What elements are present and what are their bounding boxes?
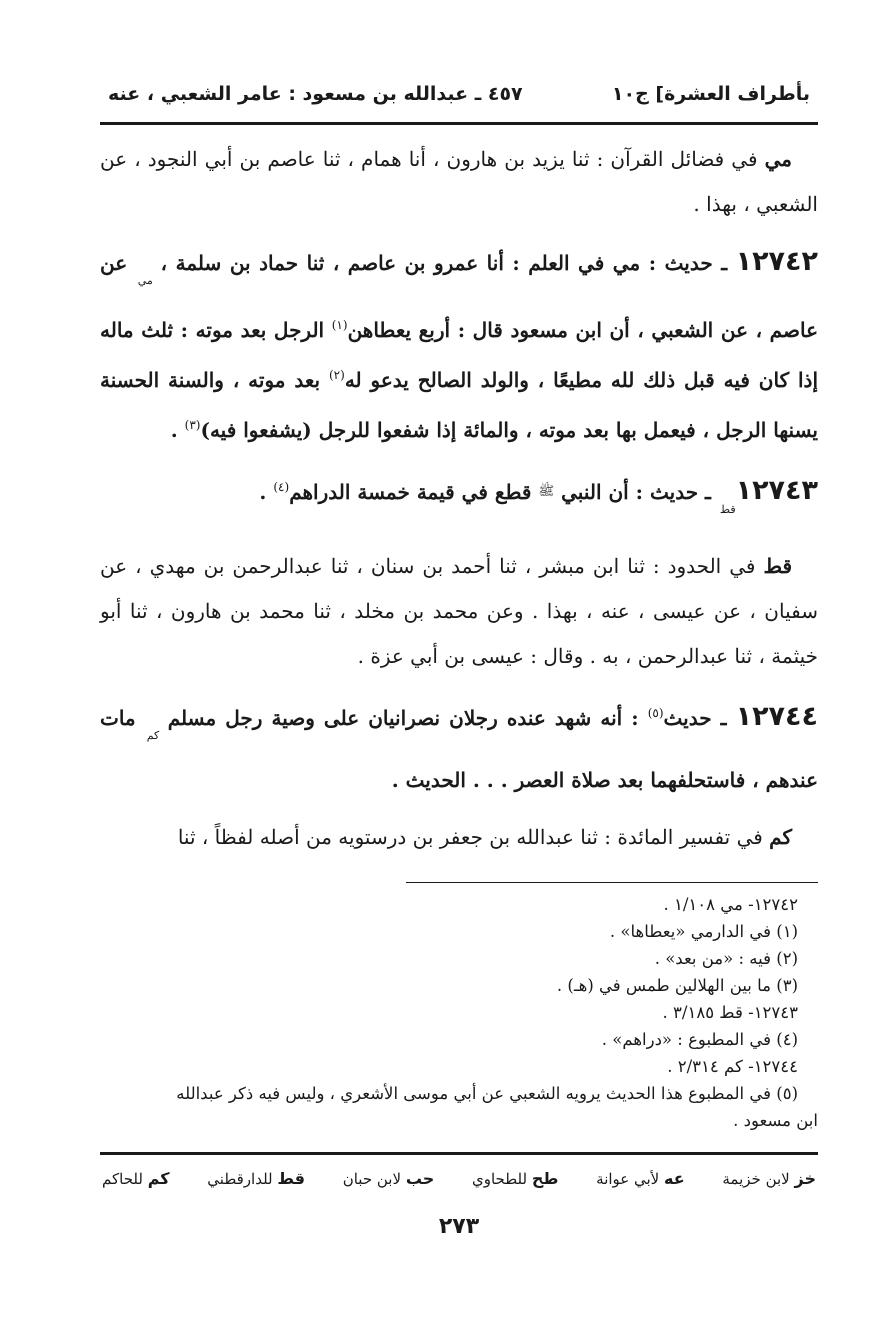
footnote-continuation: ابن مسعود . [733,1111,818,1130]
footnote-rule [406,882,818,883]
margin-siglum: كم [146,729,160,742]
page-number: ٢٧٣ [438,1214,480,1239]
header-volume: بأطراف العشرة] ج١٠ [611,83,810,105]
source-siglum: كم [769,825,792,849]
abbr-item: كم للحاكم [102,1169,170,1188]
footnote: (٥) في المطبوع هذا الحديث يرويه الشعبي عن أبي موسى الأشعري ، وليس فيه ذكر عبدالله [176,1084,798,1103]
footnote-ref: (٤) [273,480,290,494]
hadith-number: ١٢٧٤٢ [735,246,818,277]
source-paragraph-1 [100,137,818,227]
running-header [100,70,818,118]
source-siglum: مي [764,147,792,171]
footnote: ١٢٧٤٣- قط ٣/١٨٥ . [662,1003,798,1022]
hadith-12744: ١٢٧٤٤ ـ حديث$^{(٥)}$ : أنه شهد عنده رجلان نصرانيان على وصية رجل مسلم $_{كم}$ مات عندهم ، فاستحلفهما بعد صلاة العصر . . . الحديث . [100,701,818,792]
abbr-item: حب لابن حبان [342,1169,435,1188]
source-siglum: قط [763,554,792,578]
abbreviations-rule [100,1152,818,1155]
abbreviation-key [100,1169,818,1188]
margin-siglum: مي [137,274,153,287]
source-text: في الحدود : ثنا ابن مبشر ، ثنا أحمد بن سنان ، ثنا عبدالرحمن بن مهدي ، عن سفيان ، عن عيسى ، عنه ، بهذا . وعن محمد بن مخلد ، ثنا محمد بن هارون ، ثنا أبو خيثمة ، ثنا عبدالرحمن ، به . وقال : عيسى بن أبي عزة . [100,554,819,668]
salutation-glyph: ﷺ [538,484,555,499]
header-chapter: ٤٥٧ ـ عبدالله بن مسعود : عامر الشعبي ، عنه [108,83,523,105]
hadith-lead: حديث : مي في العلم : أنا عمرو بن عاصم ، ثنا حماد بن سلمة ، [160,251,713,275]
footnote: ١٢٧٤٤- كم ٢/٣١٤ . [667,1057,798,1076]
hadith-12742: ١٢٧٤٢ ـ حديث : مي في العلم : أنا عمرو بن عاصم ، ثنا حماد بن سلمة ، $_{مي}$ عن عاصم ، عن الشعبي ، أن ابن مسعود قال : أربع يعطاهن$^{(١)}$ الرجل بعد موته : ثلث ماله إذا كان فيه قبل ذلك لله مطيعًا ، والولد الصالح يدعو له$^{(٢)}$ بعد موته ، والسنة الحسنة يسنها الرجل ، فيعمل بها بعد موته ، والمائة إذا شفعوا للرجل (يشفعوا فيه)$^{(٣)}$ . [100,246,818,442]
source-paragraph-3 [100,544,818,679]
main-text [100,137,818,860]
source-paragraph-4 [100,815,818,860]
footnote-ref: (١) [331,318,348,332]
hadith-number: ١٢٧٤٣ [735,475,818,506]
footnote: ١٢٧٤٢- مي ١/١٠٨ . [663,895,798,914]
footnote-ref: (٣) [184,418,201,432]
footnote: (٢) فيه : «من بعد» . [654,949,798,968]
source-text: في فضائل القرآن : ثنا يزيد بن هارون ، أنا همام ، ثنا عاصم بن أبي النجود ، عن الشعبي ، بهذا . [100,147,818,216]
footnote: (٤) في المطبوع : «دراهم» . [601,1030,798,1049]
book-page [100,70,818,1290]
footnote: (١) في الدارمي «يعطاها» . [609,922,798,941]
footnote-ref: (٥) [647,706,664,720]
footnotes [100,891,818,1134]
source-text: في تفسير المائدة : ثنا عبدالله بن جعفر بن درستويه من أصله لفظاً ، ثنا [177,825,770,849]
hadith-number: ١٢٧٤٤ [735,701,818,732]
margin-siglum: قط [719,503,736,516]
abbr-item: قط للدارقطني [207,1169,306,1188]
footnote: (٣) ما بين الهلالين طمس في (هـ) . [556,976,798,995]
hadith-12743: $١٢٧٤٣_{قط}$ ـ حديث : أن النبي $^ﷺ$ قطع في قيمة خمسة الدراهم$^{(٤)}$ . [259,475,818,516]
header-rule [100,122,818,125]
abbr-item: طح للطحاوي [471,1169,559,1188]
abbr-item: خز لابن خزيمة [722,1169,816,1188]
footnote-ref: (٢) [328,368,345,382]
abbr-item: عه لأبي عوانة [596,1169,685,1188]
